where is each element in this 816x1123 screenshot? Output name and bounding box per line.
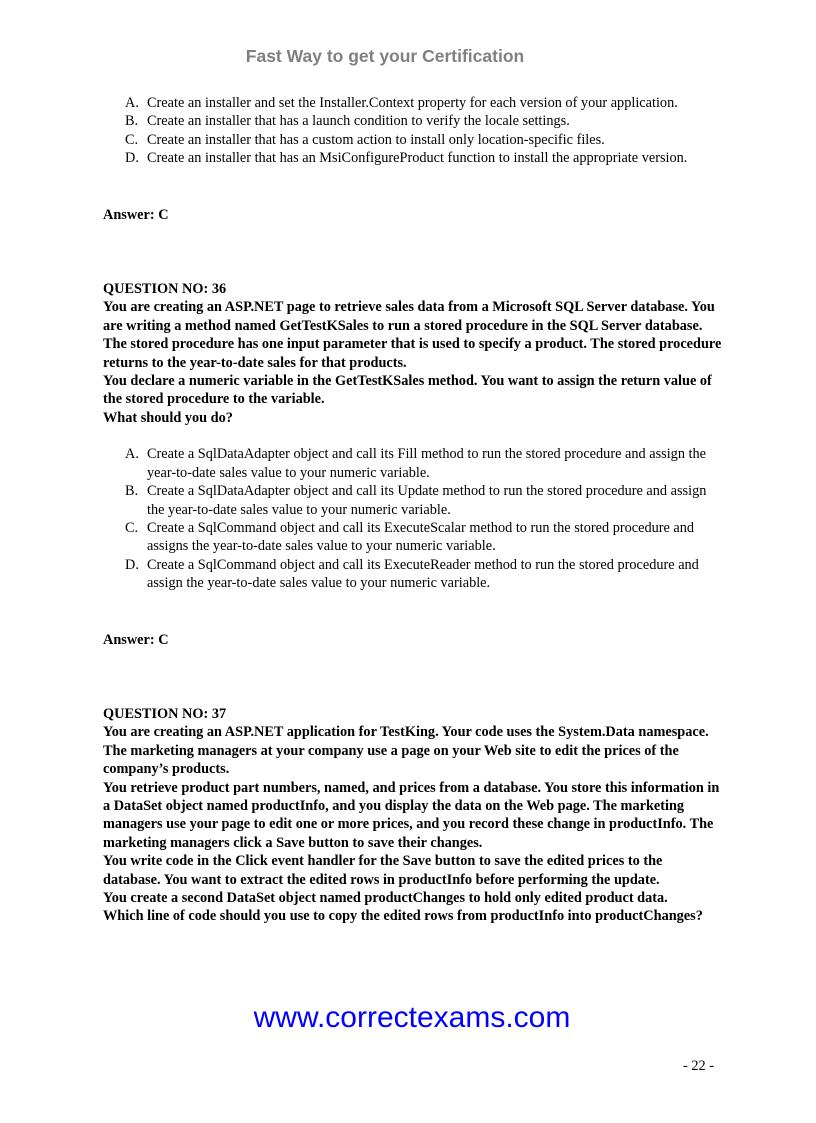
option-text: Create a SqlDataAdapter object and call its Fill method to run the stored procedure and assign the year-to-date sales value to your numeric variable. bbox=[147, 446, 707, 481]
option-letter: B. bbox=[125, 483, 139, 500]
option-letter: A. bbox=[125, 446, 139, 463]
option-text: Create a SqlDataAdapter object and call its Update method to run the stored procedure and assign the year-to-date sales value to your numeric variable. bbox=[147, 483, 707, 518]
footer-website-link[interactable]: www.correctexams.com bbox=[253, 1001, 571, 1034]
question-36-options bbox=[103, 445, 723, 592]
page-header-title: Fast Way to get your Certification bbox=[245, 46, 525, 66]
question-paragraph: Which line of code should you use to copy the edited rows from productInfo into productChanges? bbox=[103, 908, 703, 925]
question-paragraph: You retrieve product part numbers, named, and prices from a database. You store this information in a DataSet object named productInfo, and you display the data on the Web page. The marketing managers use your page to edit one or more prices, and you record these change in productInfo. The marketing managers click a Save button to save their changes. bbox=[103, 779, 720, 851]
prev-question-options bbox=[103, 94, 723, 168]
page-number: - 22 - bbox=[683, 1058, 714, 1074]
option-letter: C. bbox=[125, 131, 139, 148]
question-paragraph: You declare a numeric variable in the GetTestKSales method. You want to assign the return value of the stored procedure to the variable. bbox=[103, 373, 712, 408]
option-text: Create an installer that has a launch condition to verify the locale settings. bbox=[147, 113, 570, 130]
question-paragraph: You are creating an ASP.NET page to retrieve sales data from a Microsoft SQL Server database. You are writing a method named GetTestKSales to run a stored procedure in the SQL Server database. The stored procedure has one input parameter that is used to specify a product. The stored procedure returns to the year-to-date sales for that products. bbox=[103, 299, 722, 371]
option-a bbox=[103, 445, 723, 482]
option-letter: D. bbox=[125, 556, 139, 573]
option-text: Create a SqlCommand object and call its ExecuteReader method to run the stored procedure and assign the year-to-date sales value to your numeric variable. bbox=[147, 556, 699, 592]
page-content bbox=[103, 94, 723, 926]
question-36-answer: Answer: C bbox=[103, 631, 169, 648]
question-paragraph: You are creating an ASP.NET application for TestKing. Your code uses the System.Data namespace. The marketing managers at your company use a page on your Web site to edit the prices of the company’s products. bbox=[103, 724, 709, 778]
option-letter: C. bbox=[125, 519, 139, 536]
option-text: Create a SqlCommand object and call its ExecuteScalar method to run the stored procedure and assigns the year-to-date sales value to your numeric variable. bbox=[147, 519, 695, 555]
option-text: Create an installer that has a custom action to install only location-specific files. bbox=[147, 131, 605, 148]
option-letter: A. bbox=[125, 95, 139, 111]
option-b bbox=[103, 112, 723, 130]
question-36-text bbox=[103, 298, 723, 427]
option-d bbox=[103, 149, 723, 167]
option-letter: D. bbox=[125, 150, 139, 167]
option-c bbox=[103, 519, 723, 556]
option-text: Create an installer that has an MsiConfigureProduct function to install the appropriate version. bbox=[147, 150, 688, 167]
question-37-text bbox=[103, 723, 723, 925]
question-paragraph: What should you do? bbox=[103, 409, 233, 426]
question-36-heading: QUESTION NO: 36 bbox=[103, 281, 227, 298]
question-paragraph: You write code in the Click event handler for the Save button to save the edited prices to the database. You want to extract the edited rows in productInfo before performing the update. bbox=[103, 853, 663, 888]
question-37-heading: QUESTION NO: 37 bbox=[103, 705, 227, 722]
question-paragraph: You create a second DataSet object named productChanges to hold only edited product data. bbox=[103, 890, 668, 906]
option-b bbox=[103, 482, 723, 519]
option-d bbox=[103, 556, 723, 593]
option-text: Create an installer and set the Installer.Context property for each version of your application. bbox=[147, 95, 678, 111]
option-letter: B. bbox=[125, 113, 139, 130]
prev-question-answer: Answer: C bbox=[103, 206, 169, 223]
option-c bbox=[103, 131, 723, 149]
option-a bbox=[103, 94, 723, 112]
